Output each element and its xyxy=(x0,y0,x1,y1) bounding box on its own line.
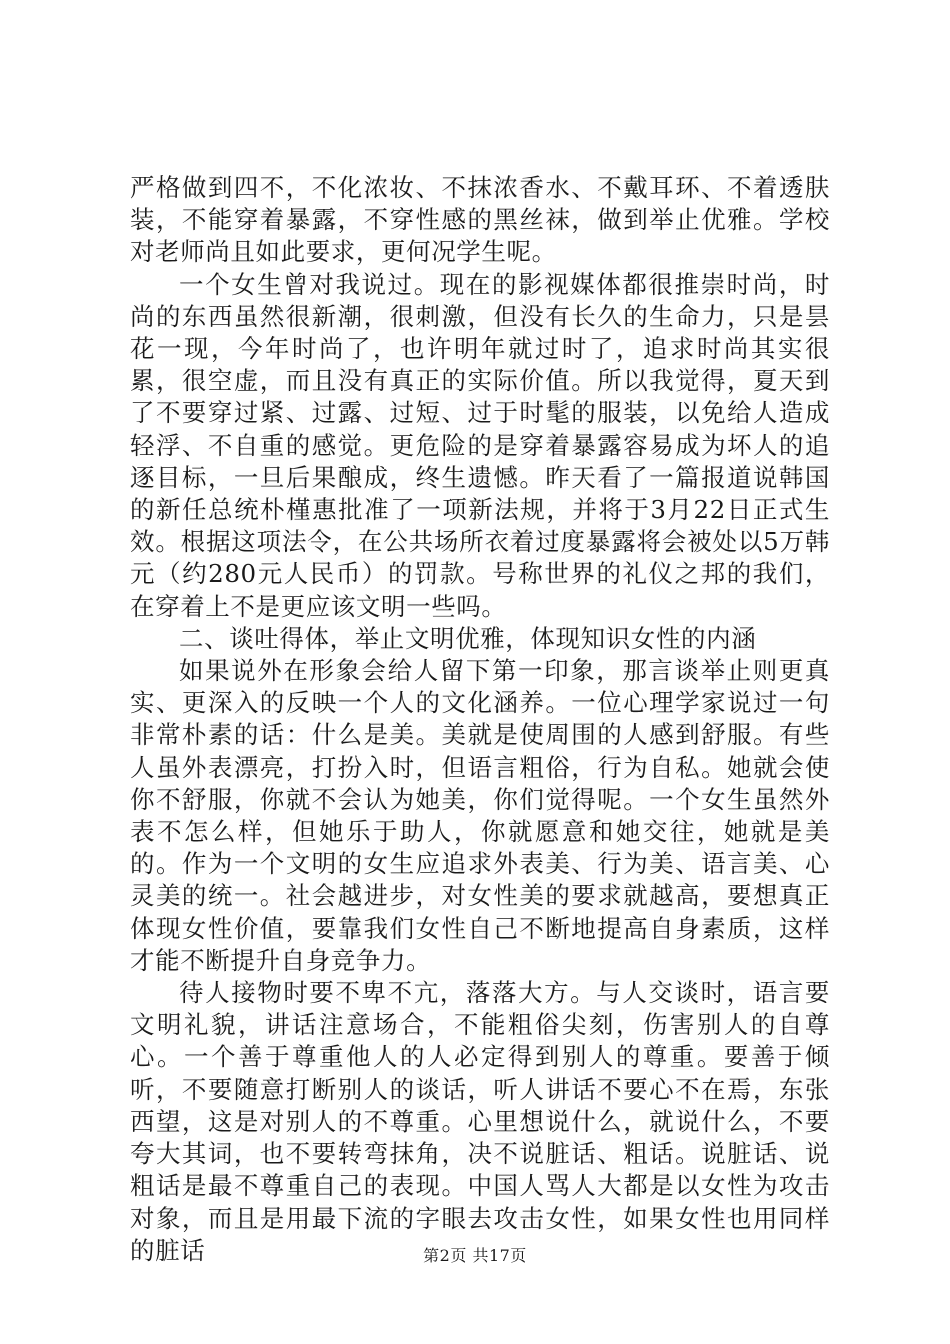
document-body xyxy=(130,172,830,1267)
paragraph-speech: 如果说外在形象会给人留下第一印象，那言谈举止则更真实、更深入的反映一个人的文化涵养。一位心理学家说过一句非常朴素的话：什么是美。美就是使周围的人感到舒服。有些人虽外表漂亮，打扮入时，但语言粗俗，行为自私。她就会使你不舒服，你就不会认为她美，你们觉得呢。一个女生虽然外表不怎么样，但她乐于助人，你就愿意和她交往，她就是美的。作为一个文明的女生应追求外表美、行为美、语言美、心灵美的统一。社会越进步，对女性美的要求就越高，要想真正体现女性价值，要靠我们女性自己不断地提高自身素质，这样才能不断提升自身竞争力。 xyxy=(130,656,830,975)
section-heading: 二、谈吐得体，举止文明优雅，体现知识女性的内涵 xyxy=(179,623,757,653)
paragraph-fashion: 一个女生曾对我说过。现在的影视媒体都很推崇时尚，时尚的东西虽然很新潮，很刺激，但没有长久的生命力，只是昙花一现，今年时尚了，也许明年就过时了，追求时尚其实很累，很空虚，而且没有真正的实际价值。所以我觉得，夏天到了不要穿过紧、过露、过短、过于时髦的服装，以免给人造成轻浮、不自重的感觉。更危险的是穿着暴露容易成为坏人的追逐目标，一旦后果酿成，终生遗憾。昨天看了一篇报道说韩国的新任总统朴槿惠批准了一项新法规，并将于3月22日正式生效。根据这项法令，在公共场所衣着过度暴露将会被处以5万韩元（约280元人民币）的罚款。号称世界的礼仪之邦的我们，在穿着上不是更应该文明一些吗。 xyxy=(130,269,830,621)
paragraph-manners: 待人接物时要不卑不亢，落落大方。与人交谈时，语言要文明礼貌，讲话注意场合，不能粗俗尖刻，伤害别人的自尊心。一个善于尊重他人的人必定得到别人的尊重。要善于倾听，不要随意打断别人的谈话，听人讲话不要心不在焉，东张西望，这是对别人的不尊重。心里想说什么，就说什么，不要夸大其词，也不要转弯抹角，决不说脏话、粗话。说脏话、说粗话是最不尊重自己的表现。中国人骂人大都是以女性为攻击对象，而且是用最下流的字眼去攻击女性，如果女性也用同样的脏话 xyxy=(130,978,830,1265)
paragraph-continuation: 严格做到四不，不化浓妆、不抹浓香水、不戴耳环、不着透肤装，不能穿着暴露，不穿性感的黑丝袜，做到举止优雅。学校对老师尚且如此要求，更何况学生呢。 xyxy=(130,173,830,267)
page-number-footer: 第2页 共17页 xyxy=(423,1246,527,1265)
